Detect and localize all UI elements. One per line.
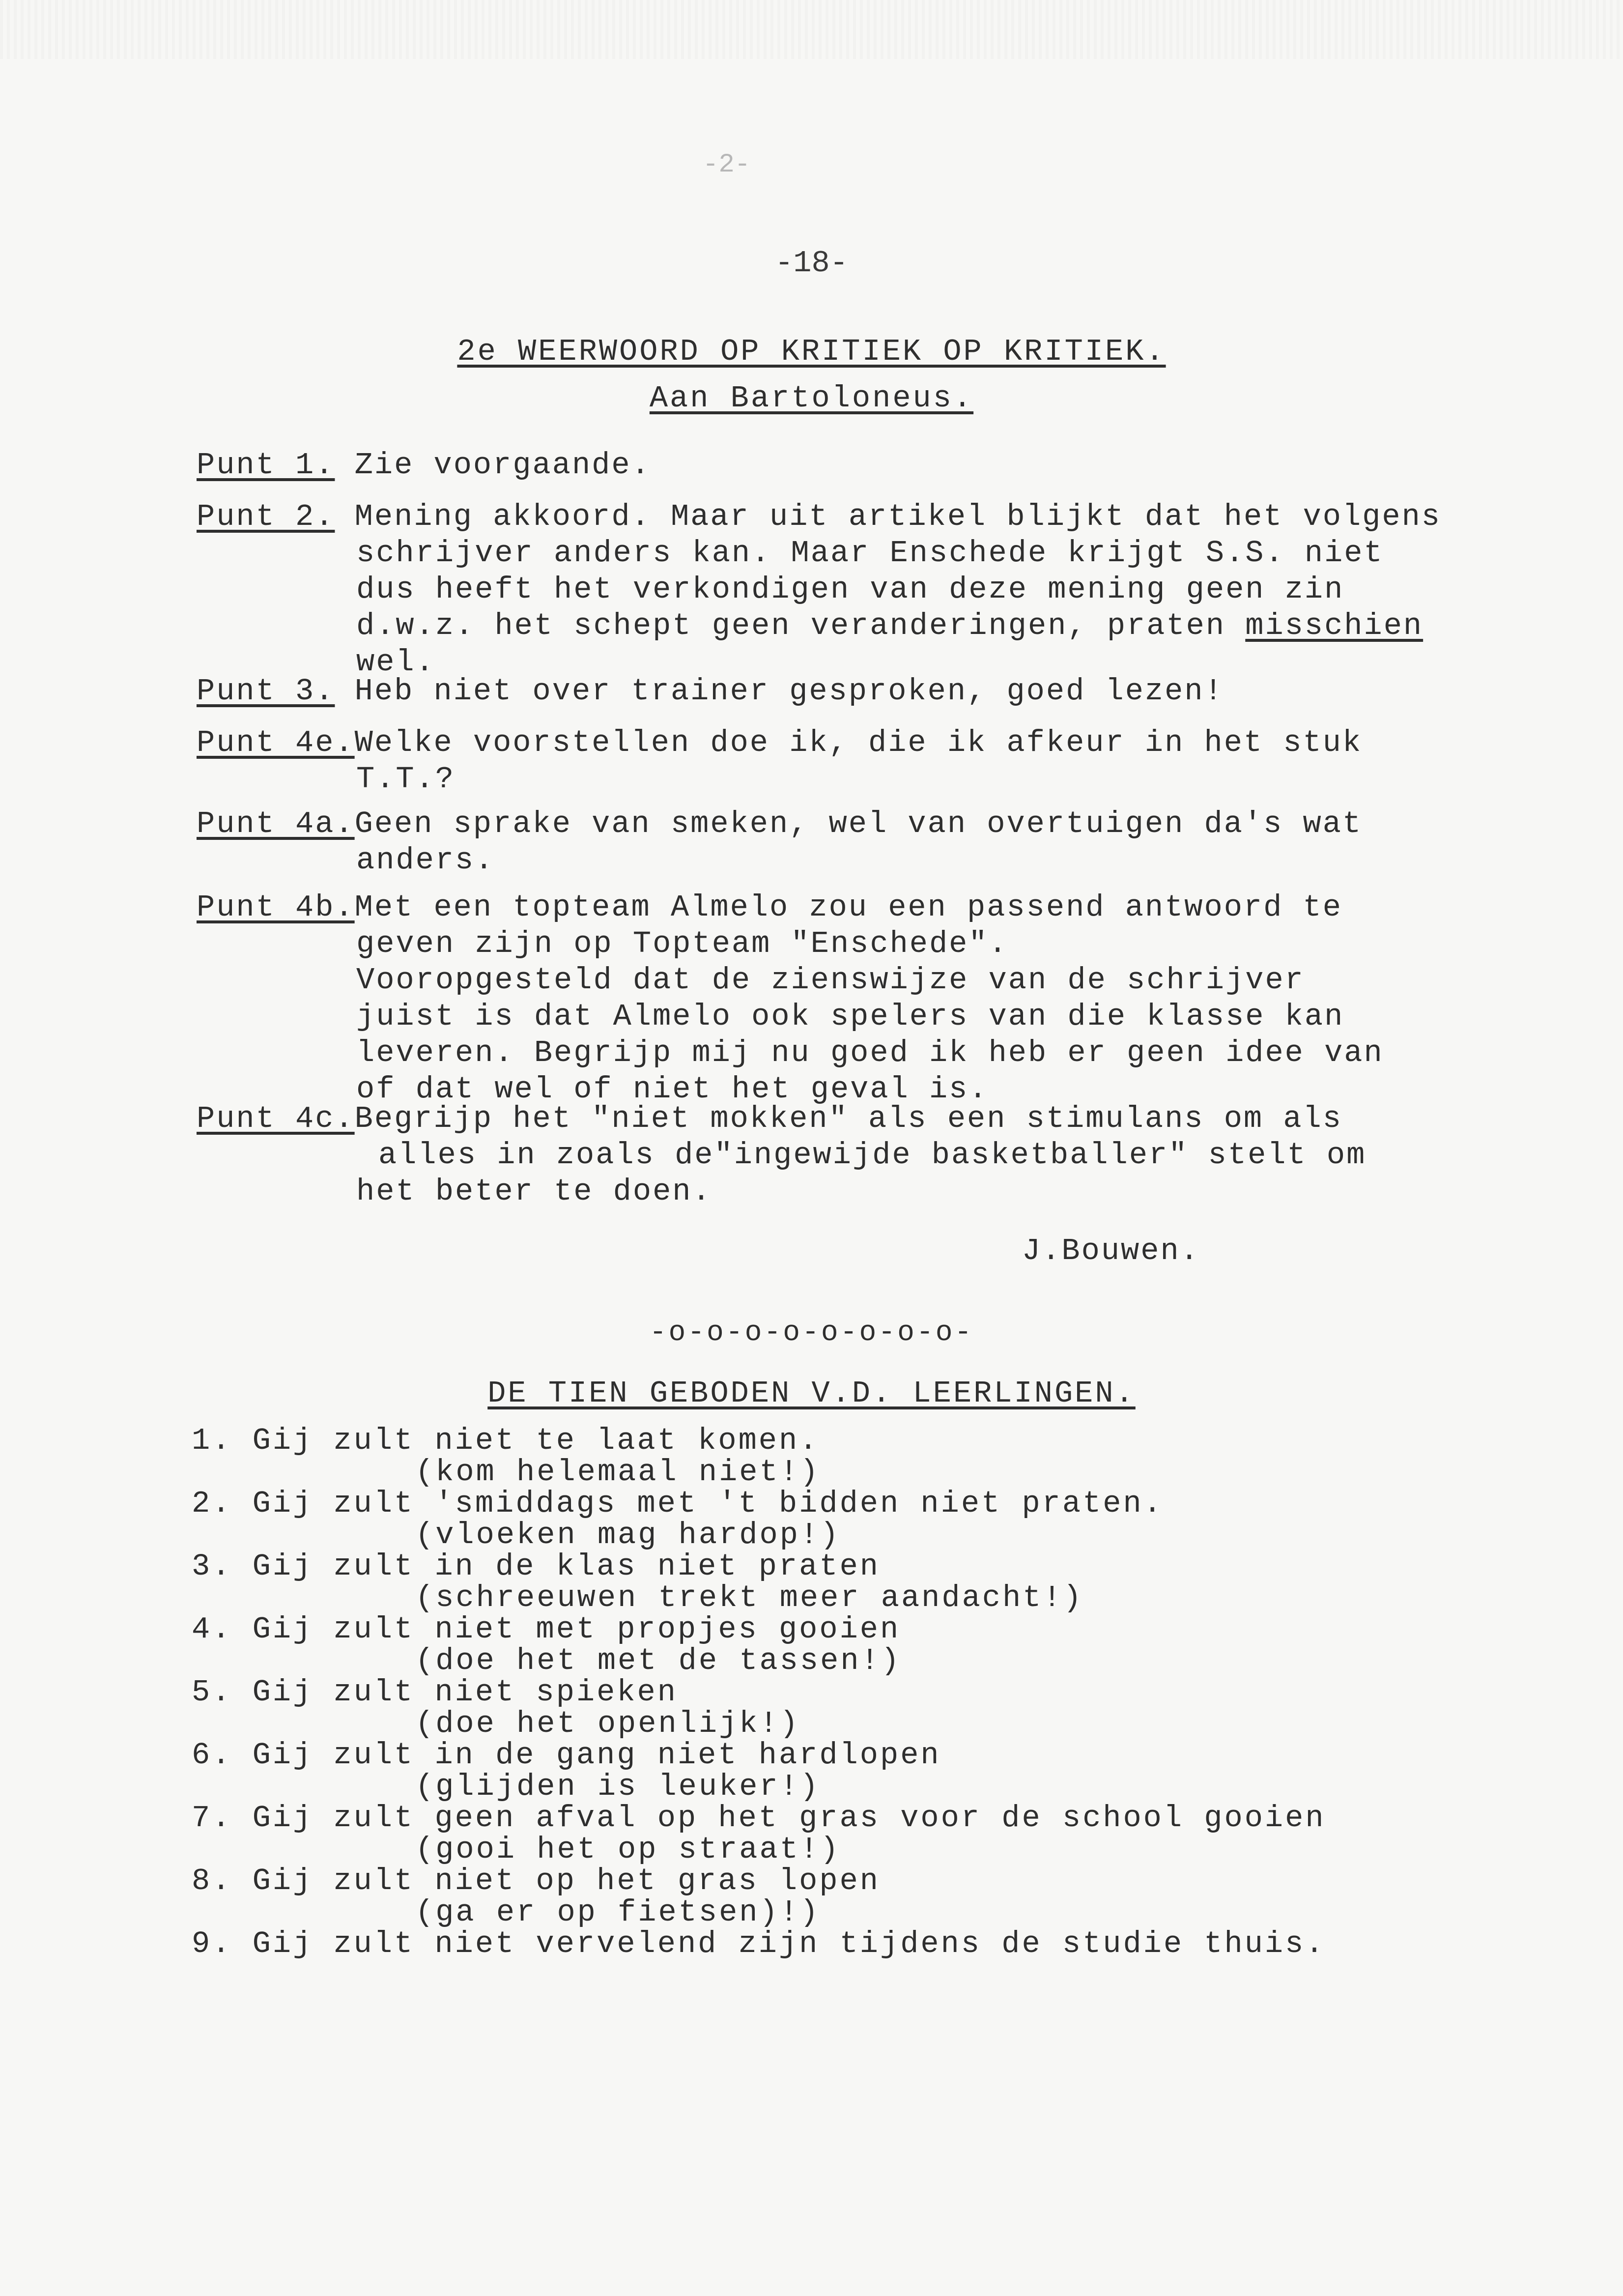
point-4e <box>197 725 1474 798</box>
point-label: Punt 4e. <box>197 725 355 760</box>
rule-text: 7. Gij zult geen afval op het gras voor de school gooien <box>192 1801 1326 1836</box>
point-line: alles in zoals de"ingewijde basketballer" stelt om <box>378 1138 1367 1173</box>
rule-comment: (kom helemaal niet!) <box>415 1455 821 1490</box>
article-subheading-text: Aan Bartoloneus. <box>649 381 974 416</box>
point-label: Punt 3. <box>197 674 335 709</box>
rule-comment: (vloeken mag hardop!) <box>415 1518 841 1552</box>
rule-comment: (glijden is leuker!) <box>415 1769 821 1804</box>
rule-text: 9. Gij zult niet vervelend zijn tijdens de studie thuis. <box>192 1926 1326 1961</box>
faint-page-mark: -2- <box>703 150 751 180</box>
rule-text: 1. Gij zult niet te laat komen. <box>192 1423 820 1458</box>
point-line: Vooropgesteld dat de zienswijze van de schrijver <box>356 963 1305 998</box>
point-line: wel. <box>356 645 435 680</box>
rule-text: 8. Gij zult niet op het gras lopen <box>192 1864 881 1898</box>
point-4b <box>197 890 1474 1108</box>
point-label: Punt 1. <box>197 448 335 483</box>
rule-comment: (doe het openlijk!) <box>415 1706 800 1741</box>
list-title-text: DE TIEN GEBODEN V.D. LEERLINGEN. <box>487 1376 1136 1411</box>
point-text: Welke voorstellen doe ik, die ik afkeur in het stuk <box>354 725 1363 760</box>
article-heading-text: 2e WEERWOORD OP KRITIEK OP KRITIEK. <box>457 334 1166 369</box>
point-text: Mening akkoord. Maar uit artikel blijkt dat het volgens <box>354 499 1442 534</box>
list-item <box>192 1866 1469 1928</box>
point-text: Met een topteam Almelo zou een passend antwoord te <box>354 890 1342 925</box>
point-line: geven zijn op Topteam "Enschede". <box>356 926 1008 961</box>
point-3 <box>197 673 1474 710</box>
point-line: schrijver anders kan. Maar Enschede krijgt S.S. niet <box>356 536 1384 571</box>
article-heading <box>0 334 1623 369</box>
rule-comment: (schreeuwen trekt meer aandacht!) <box>415 1580 1083 1615</box>
scan-noise-strip <box>0 0 1623 59</box>
rule-text: 4. Gij zult niet met propjes gooien <box>192 1612 901 1647</box>
article-subheading <box>0 381 1623 416</box>
point-line: dus heeft het verkondigen van deze mening geen zin <box>356 572 1344 607</box>
rule-text: 3. Gij zult in de klas niet praten <box>192 1549 881 1584</box>
point-4c <box>197 1101 1474 1210</box>
commandments-list <box>192 1425 1469 1960</box>
list-item <box>192 1928 1469 1960</box>
rule-comment: (doe het met de tassen!) <box>415 1643 901 1678</box>
point-line: het beter te doen. <box>356 1174 712 1209</box>
point-line: juist is dat Almelo ook spelers van die klasse kan <box>356 999 1344 1034</box>
point-line: of dat wel of niet het geval is. <box>356 1072 989 1107</box>
point-label: Punt 2. <box>197 499 335 534</box>
point-4a <box>197 806 1474 879</box>
rule-comment: (gooi het op straat!) <box>415 1832 841 1867</box>
signature: J.Bouwen. <box>1022 1234 1200 1268</box>
list-item <box>192 1614 1469 1677</box>
point-label: Punt 4a. <box>197 806 355 841</box>
point-text: Begrijp het "niet mokken" als een stimulans om als <box>354 1101 1342 1136</box>
point-text: Geen sprake van smeken, wel van overtuigen da's wat <box>354 806 1363 841</box>
page-number: -18- <box>775 246 848 281</box>
emphasis-misschien: misschien <box>1245 608 1424 643</box>
point-line <box>197 608 1474 644</box>
list-item <box>192 1803 1469 1866</box>
list-item <box>192 1425 1469 1488</box>
list-item <box>192 1551 1469 1614</box>
point-text: Zie voorgaande. <box>354 448 651 483</box>
list-item <box>192 1740 1469 1803</box>
point-1 <box>197 447 1474 484</box>
rule-text: 2. Gij zult 'smiddags met 't bidden niet praten. <box>192 1486 1164 1521</box>
section-divider: -o-o-o-o-o-o-o-o- <box>649 1317 974 1349</box>
rule-text: 5. Gij zult niet spieken <box>192 1675 678 1710</box>
rule-comment: (ga er op fietsen)!) <box>415 1895 821 1930</box>
point-text: Heb niet over trainer gesproken, goed lezen! <box>354 674 1224 709</box>
list-item <box>192 1677 1469 1740</box>
list-item <box>192 1488 1469 1551</box>
point-label: Punt 4c. <box>197 1101 355 1136</box>
point-line: T.T.? <box>356 762 456 797</box>
point-2 <box>197 499 1474 681</box>
rule-text: 6. Gij zult in de gang niet hardlopen <box>192 1738 941 1773</box>
point-line-text: d.w.z. het schept geen veranderingen, praten <box>356 608 1246 643</box>
point-line: anders. <box>356 843 495 878</box>
point-label: Punt 4b. <box>197 890 355 925</box>
list-title <box>0 1376 1623 1411</box>
point-line: leveren. Begrijp mij nu goed ik heb er geen idee van <box>356 1035 1384 1070</box>
